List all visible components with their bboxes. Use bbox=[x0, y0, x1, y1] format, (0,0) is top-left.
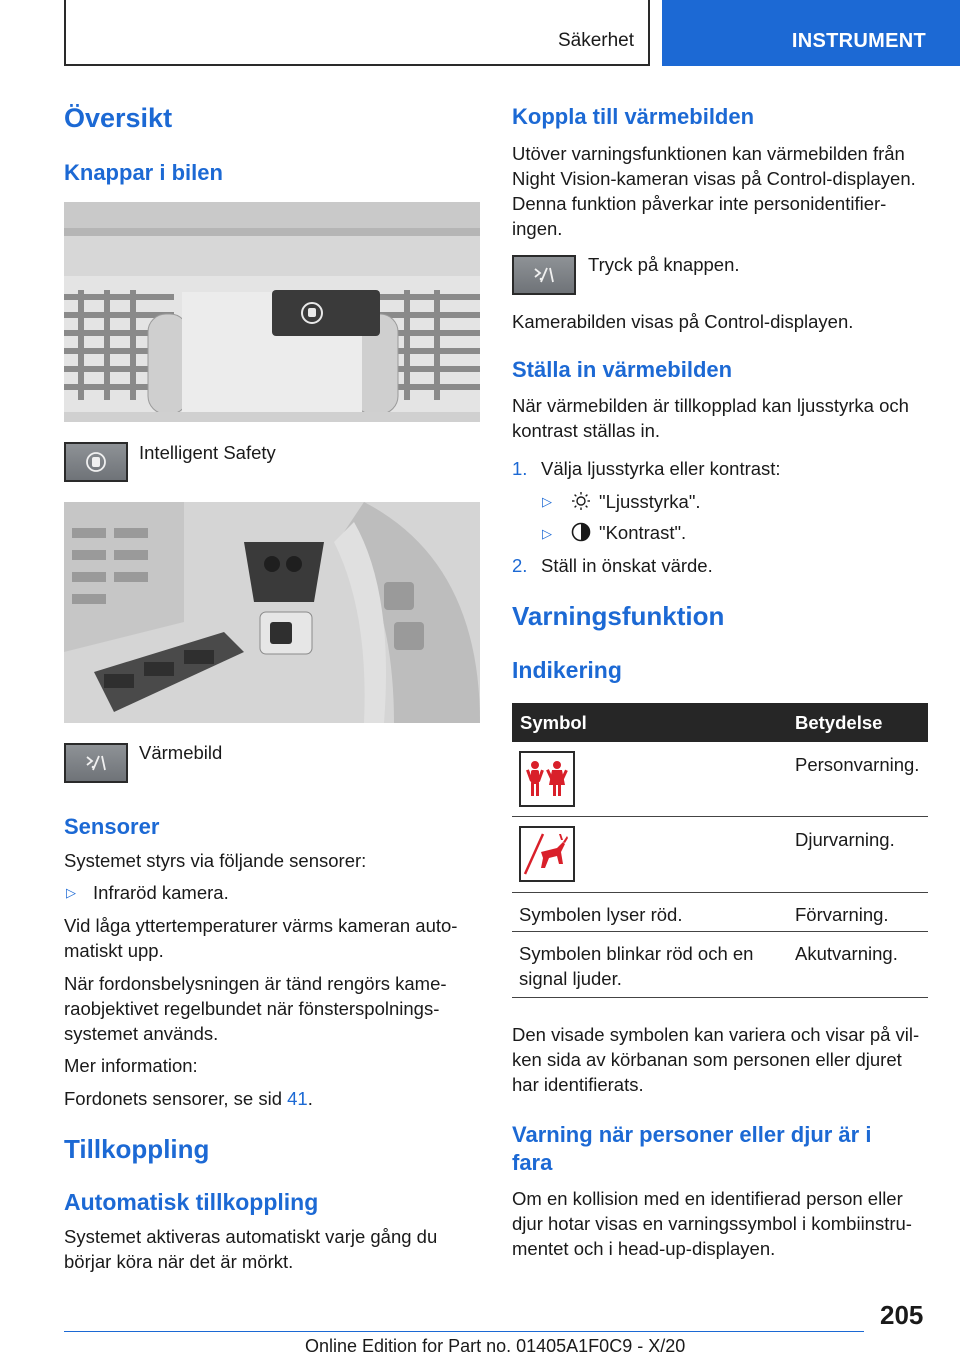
page-number: 205 bbox=[880, 1300, 924, 1330]
thermal-image-icon bbox=[532, 263, 556, 287]
symbol-flashes-line-2: signal ljuder. bbox=[519, 968, 622, 989]
heading-warning-function: Varningsfunktion bbox=[512, 601, 725, 631]
steering-column-illustration bbox=[64, 502, 480, 723]
heading-indication: Indikering bbox=[512, 657, 622, 683]
steering-column-photo bbox=[64, 502, 480, 723]
bullet-triangle-icon: ▷ bbox=[542, 526, 552, 541]
header-section-tab bbox=[64, 0, 650, 66]
varies-line-1: Den visade symbolen kan variera och visar på vil- bbox=[512, 1024, 920, 1045]
heading-auto-activation: Automatisk tillkoppling bbox=[64, 1189, 319, 1215]
low-temp-line-1: Vid låga yttertemperaturer värms kameran auto- bbox=[64, 915, 458, 936]
sensor-item: Infraröd kamera. bbox=[93, 882, 229, 903]
option-contrast: "Kontrast". bbox=[599, 522, 687, 543]
heading-danger-line-1: Varning när personer eller djur är i bbox=[512, 1122, 872, 1147]
thermal-image-label: Värmebild bbox=[139, 742, 223, 763]
intelligent-safety-button-thumb bbox=[64, 442, 128, 482]
adjust-line-2: kontrast ställas in. bbox=[512, 420, 661, 441]
row-divider bbox=[512, 931, 928, 932]
col-meaning-header: Betydelse bbox=[795, 712, 883, 733]
sensor-reference bbox=[64, 1086, 313, 1111]
animal-warning-symbol bbox=[519, 826, 575, 882]
heading-sensors: Sensorer bbox=[64, 814, 160, 839]
intelligent-safety-label: Intelligent Safety bbox=[139, 442, 276, 463]
contrast-icon bbox=[571, 522, 591, 542]
col-symbol-header: Symbol bbox=[520, 712, 587, 733]
sensor-reference-text: Fordonets sensorer, se sid bbox=[64, 1088, 288, 1109]
varies-line-2: ken sida av körbanan som personen eller djuret bbox=[512, 1049, 902, 1070]
connect-line-4: ingen. bbox=[512, 218, 563, 239]
step-1-text: Välja ljusstyrka eller kontrast: bbox=[541, 458, 781, 479]
step-2-number: 2. bbox=[512, 555, 528, 576]
thermal-image-button-thumb-2 bbox=[512, 255, 576, 295]
press-button: Tryck på knappen. bbox=[588, 254, 740, 275]
camera-shown: Kamerabilden visas på Control-displayen. bbox=[512, 311, 854, 332]
footer-edition: Online Edition for Part no. 01405A1F0C9 - X/20 bbox=[305, 1336, 686, 1356]
row-divider bbox=[512, 892, 928, 893]
meaning-person-warning: Personvarning. bbox=[795, 754, 920, 775]
varies-line-3: har identifierats. bbox=[512, 1074, 644, 1095]
clean-line-1: När fordonsbelysningen är tänd rengörs kame- bbox=[64, 973, 447, 994]
more-info: Mer information: bbox=[64, 1055, 198, 1076]
sensor-reference-end: . bbox=[307, 1088, 313, 1109]
chapter-title: INSTRUMENT bbox=[791, 30, 926, 52]
symbol-lights-red: Symbolen lyser röd. bbox=[519, 904, 683, 925]
dashboard-illustration bbox=[64, 202, 480, 422]
meaning-pre-warning: Förvarning. bbox=[795, 904, 889, 925]
connect-line-2: Night Vision-kameran visas på Control-displayen. bbox=[512, 168, 916, 189]
footer-divider bbox=[64, 1331, 864, 1332]
table-header bbox=[512, 703, 928, 742]
thermal-image-icon bbox=[84, 751, 108, 775]
connect-line-3: Denna funktion påverkar inte personidentifier- bbox=[512, 193, 887, 214]
step-2-text: Ställ in önskat värde. bbox=[541, 555, 713, 576]
person-warning-icon bbox=[521, 753, 573, 805]
danger-line-2: djur hotar visas en varningssymbol i kombiinstru- bbox=[512, 1213, 912, 1234]
step-1-number: 1. bbox=[512, 458, 528, 479]
section-title: Säkerhet bbox=[557, 30, 634, 51]
sensors-intro: Systemet styrs via följande sensorer: bbox=[64, 850, 367, 871]
row-divider bbox=[512, 816, 928, 817]
brightness-icon bbox=[571, 491, 591, 511]
auto-line-2: börjar köra när det är mörkt. bbox=[64, 1251, 294, 1272]
low-temp-line-2: matiskt upp. bbox=[64, 940, 164, 961]
animal-warning-icon bbox=[521, 828, 573, 880]
heading-connect: Koppla till värmebilden bbox=[512, 104, 755, 129]
clean-line-3: systemet används. bbox=[64, 1023, 219, 1044]
person-warning-symbol bbox=[519, 751, 575, 807]
auto-line-1: Systemet aktiveras automatiskt varje gång du bbox=[64, 1226, 438, 1247]
heading-adjust: Ställa in värmebilden bbox=[512, 357, 733, 382]
page-link-41[interactable]: 41 bbox=[287, 1088, 308, 1109]
heading-buttons: Knappar i bilen bbox=[64, 160, 223, 185]
meaning-animal-warning: Djurvarning. bbox=[795, 829, 895, 850]
meaning-acute-warning: Akutvarning. bbox=[795, 943, 898, 964]
danger-line-1: Om en kollision med en identifierad person eller bbox=[512, 1188, 903, 1209]
header-chapter-tab bbox=[662, 0, 960, 66]
heading-danger-line-2: fara bbox=[512, 1150, 553, 1175]
bullet-triangle-icon: ▷ bbox=[66, 885, 76, 900]
danger-line-3: mentet och i head-up-displayen. bbox=[512, 1238, 776, 1259]
adjust-line-1: När värmebilden är tillkopplad kan ljusstyrka och bbox=[512, 395, 909, 416]
intelligent-safety-icon bbox=[84, 450, 108, 474]
bullet-triangle-icon: ▷ bbox=[542, 494, 552, 509]
dashboard-button-photo bbox=[64, 202, 480, 422]
option-brightness: "Ljusstyrka". bbox=[599, 491, 701, 512]
row-divider bbox=[512, 997, 928, 998]
connect-line-1: Utöver varningsfunktionen kan värmebilden från bbox=[512, 143, 905, 164]
heading-activation: Tillkoppling bbox=[64, 1134, 210, 1164]
clean-line-2: raobjektivet regelbundet när fönsterspolnings- bbox=[64, 998, 440, 1019]
heading-overview: Översikt bbox=[64, 103, 173, 133]
symbol-flashes-line-1: Symbolen blinkar röd och en bbox=[519, 943, 754, 964]
thermal-image-button-thumb bbox=[64, 743, 128, 783]
